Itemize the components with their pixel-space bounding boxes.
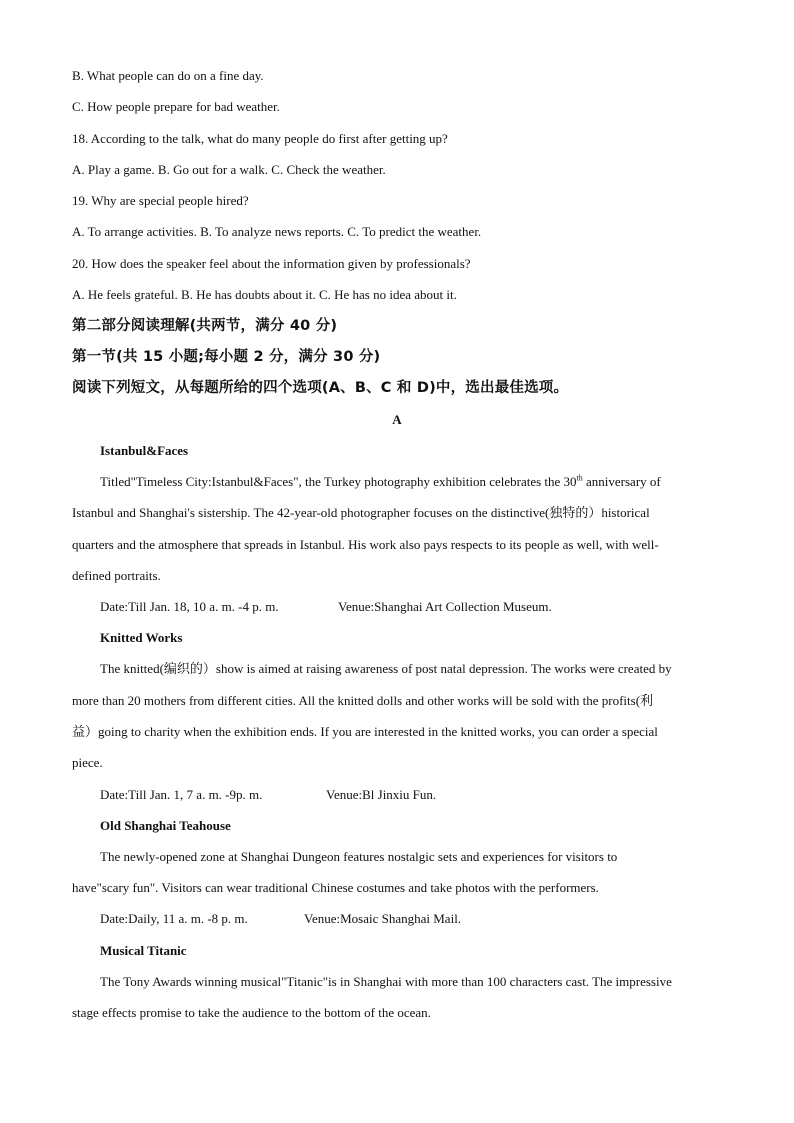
event-text-istanbul: Titled"Timeless City:Istanbul&Faces", the Turkey photography exhibition celebrates the 30th anniversary of: [100, 473, 661, 489]
option-line: B. What people can do on a fine day.: [72, 68, 264, 83]
question-20: 20. How does the speaker feel about the information given by professionals?: [72, 256, 471, 271]
event-text-titanic: stage effects promise to take the audience to the bottom of the ocean.: [72, 1005, 431, 1020]
options-18: A. Play a game. B. Go out for a walk. C. Check the weather.: [72, 162, 386, 177]
option-line: C. How people prepare for bad weather.: [72, 99, 280, 114]
event-text-istanbul: defined portraits.: [72, 568, 161, 583]
instruction-heading: 阅读下列短文，从每题所给的四个选项(A、B、C 和 D)中，选出最佳选项。: [72, 380, 569, 396]
event-venue-teahouse: Venue:Mosaic Shanghai Mail.: [304, 911, 462, 926]
event-venue-knitted: Venue:Bl Jinxiu Fun.: [326, 787, 437, 802]
event-title-istanbul: Istanbul&Faces: [100, 443, 189, 458]
event-text-teahouse: have"scary fun". Visitors can wear traditional Chinese costumes and take photos with the performers.: [72, 880, 599, 895]
event-text-istanbul: quarters and the atmosphere that spreads in Istanbul. His work also pays respects to its people as well, with well-: [72, 537, 659, 552]
event-text-teahouse: The newly-opened zone at Shanghai Dungeon features nostalgic sets and experiences for visitors to: [100, 849, 618, 864]
event-date-istanbul: Date:Till Jan. 18, 10 a. m. -4 p. m.: [100, 599, 279, 614]
question-18: 18. According to the talk, what do many people do first after getting up?: [72, 131, 448, 146]
event-title-titanic: Musical Titanic: [100, 943, 187, 958]
event-text-knitted: 益）going to charity when the exhibition ends. If you are interested in the knitted works, you can order a special: [72, 724, 658, 739]
event-text-titanic: The Tony Awards winning musical"Titanic"is in Shanghai with more than 100 characters cast. The impressive: [100, 974, 672, 989]
options-20: A. He feels grateful. B. He has doubts about it. C. He has no idea about it.: [72, 287, 457, 302]
options-19: A. To arrange activities. B. To analyze news reports. C. To predict the weather.: [72, 224, 482, 239]
event-text-knitted: more than 20 mothers from different cities. All the knitted dolls and other works will be sold with the profits(利: [72, 693, 654, 708]
section1-heading: 第一节(共 15 小题;每小题 2 分，满分 30 分): [72, 349, 381, 365]
question-19: 19. Why are special people hired?: [72, 193, 249, 208]
event-text-istanbul: Istanbul and Shanghai's sistership. The 42-year-old photographer focuses on the distinctive(独特的）historical: [72, 505, 650, 520]
part2-heading: 第二部分阅读理解(共两节，满分 40 分): [72, 318, 338, 334]
passage-letter: A: [392, 412, 402, 427]
event-text-knitted: The knitted(编织的）show is aimed at raising awareness of post natal depression. The works were created by: [100, 661, 672, 676]
event-date-teahouse: Date:Daily, 11 a. m. -8 p. m.: [100, 911, 248, 926]
event-title-knitted: Knitted Works: [100, 630, 183, 645]
event-text-knitted: piece.: [72, 755, 103, 770]
event-title-teahouse: Old Shanghai Teahouse: [100, 818, 231, 833]
event-venue-istanbul: Venue:Shanghai Art Collection Museum.: [338, 599, 552, 614]
event-date-knitted: Date:Till Jan. 1, 7 a. m. -9p. m.: [100, 787, 263, 802]
